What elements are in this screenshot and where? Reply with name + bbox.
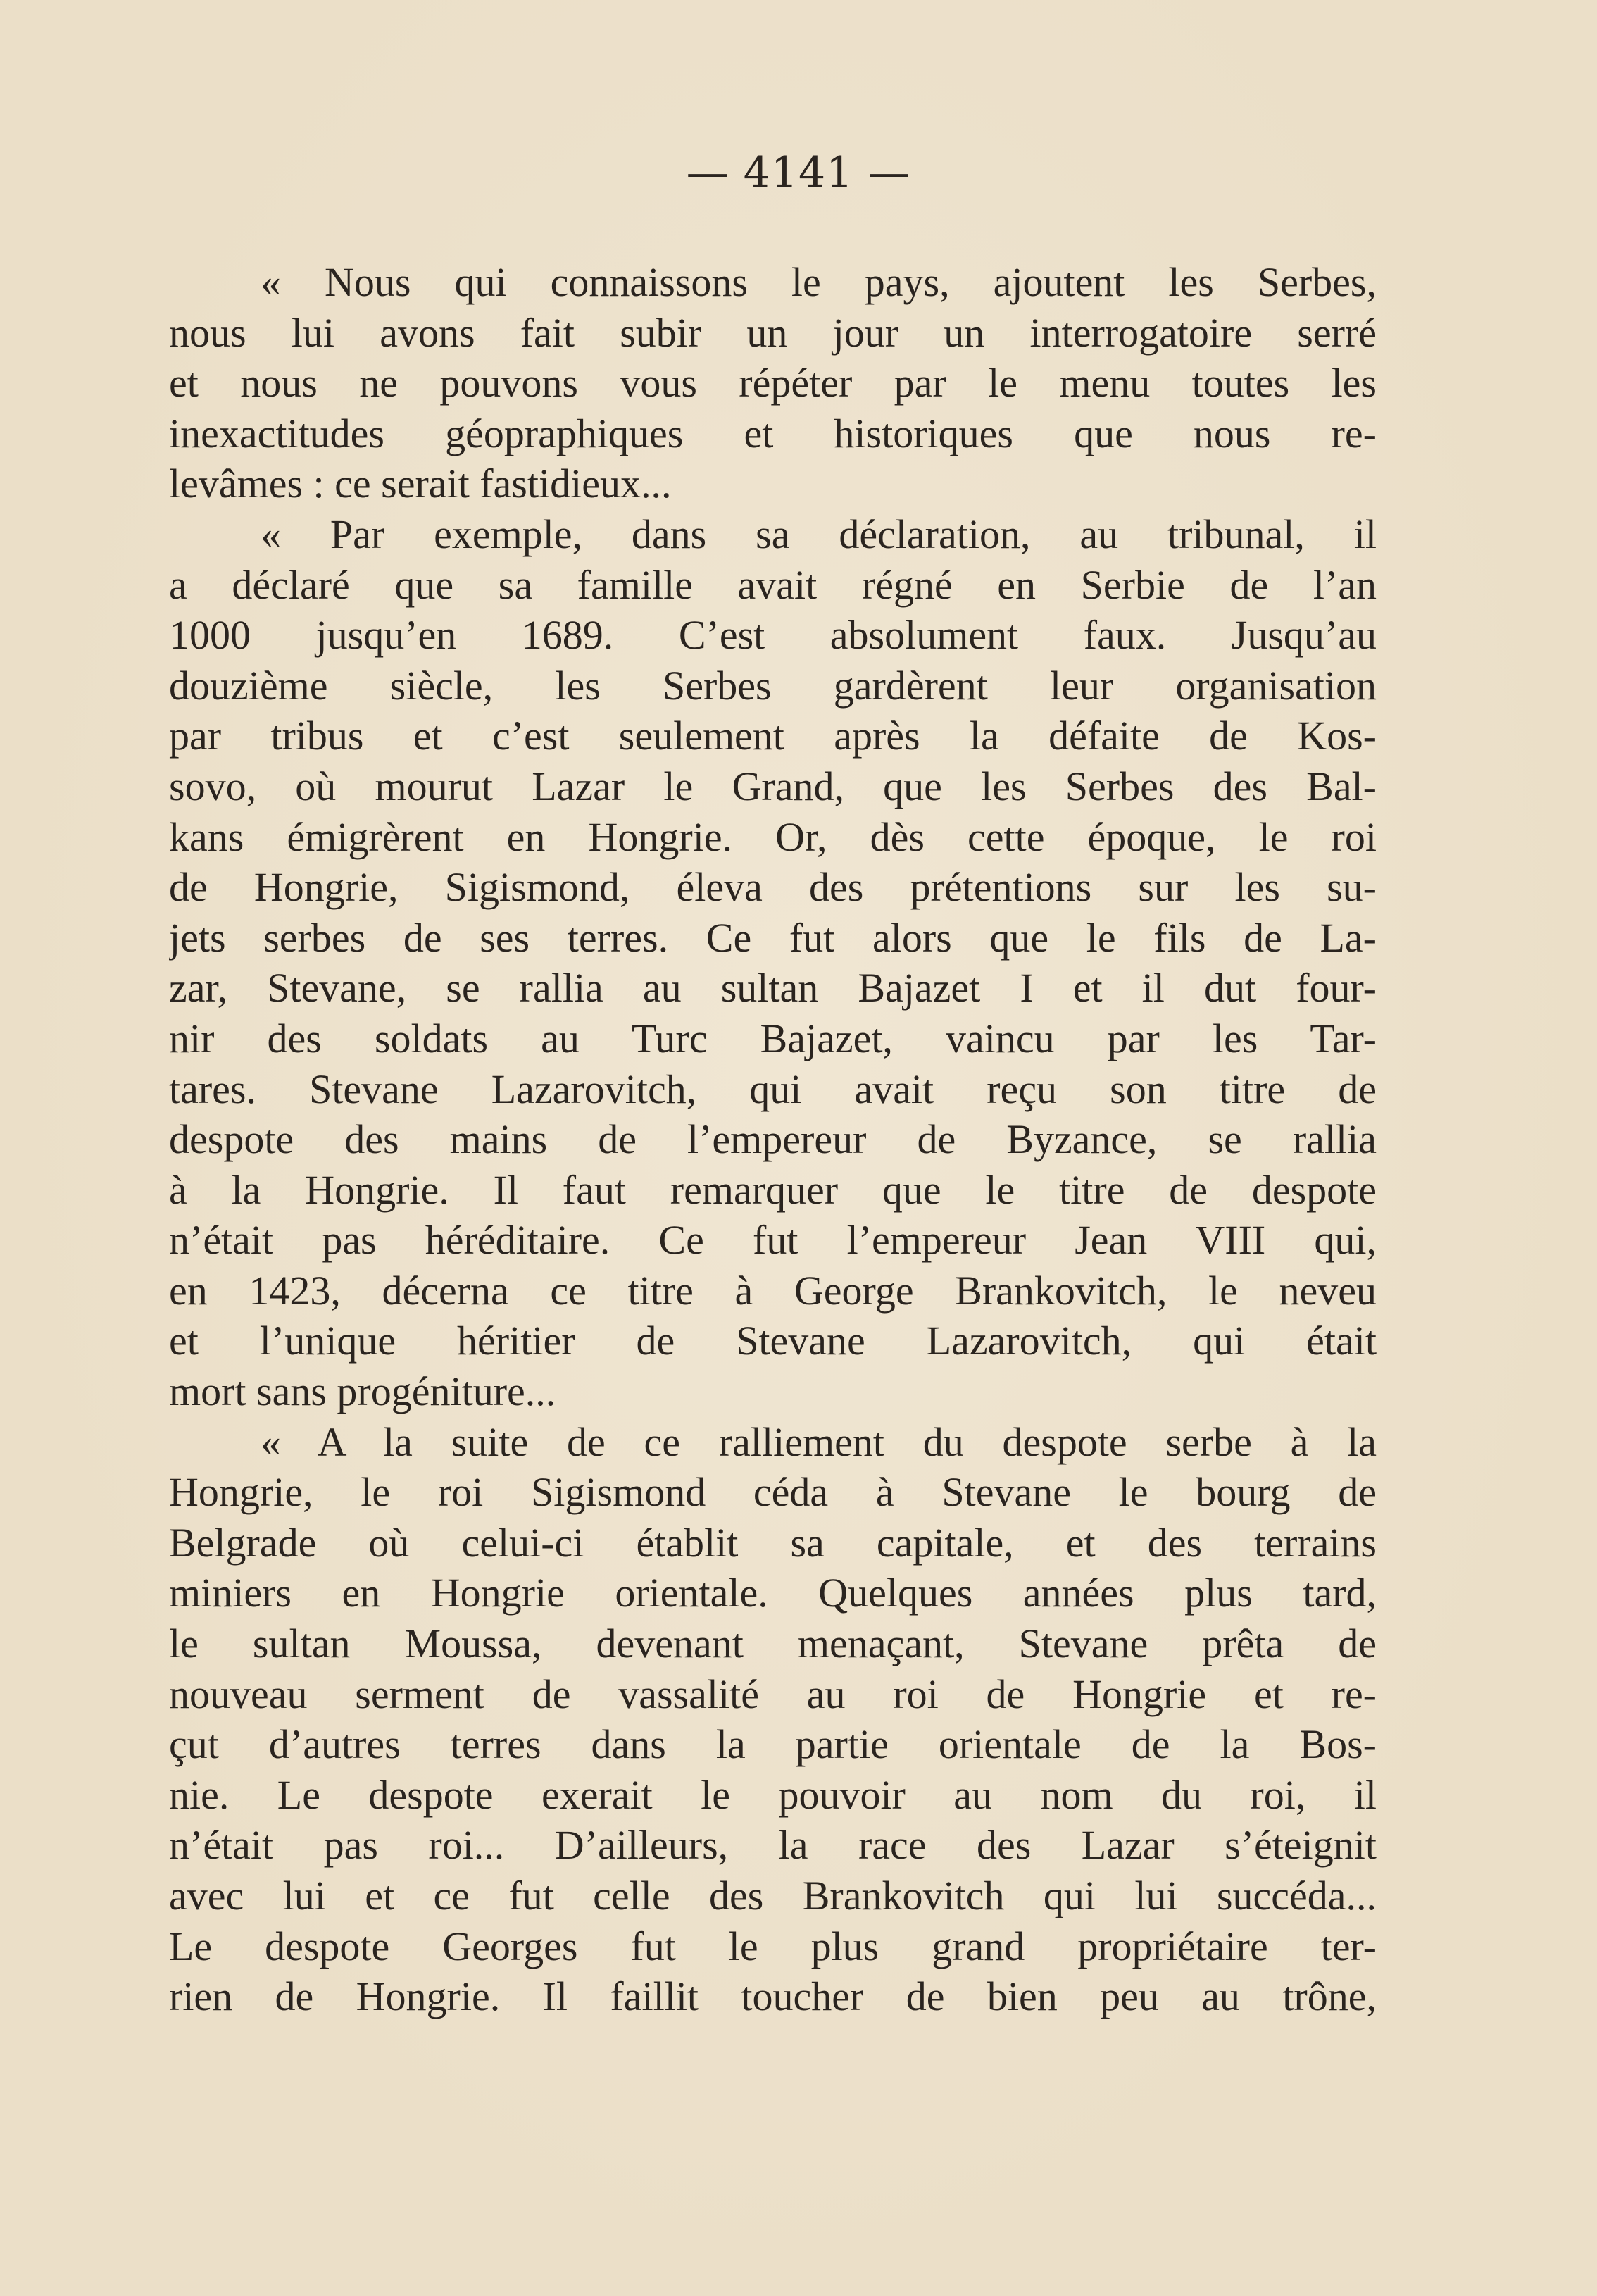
text-line: de Hongrie, Sigismond, éleva des prétentions sur les su-	[169, 864, 1377, 911]
text-line: nir des soldats au Turc Bajazet, vaincu par les Tar-	[169, 1015, 1377, 1061]
text-line: kans émigrèrent en Hongrie. Or, dès cette époque, le roi	[169, 813, 1377, 860]
body-text	[169, 257, 1377, 2022]
text-line: nie. Le despote exerait le pouvoir au nom du roi, il	[169, 1771, 1377, 1818]
text-line: « A la suite de ce ralliement du despote serbe à la	[261, 1418, 1377, 1465]
text-line: « Nous qui connaissons le pays, ajoutent les Serbes,	[261, 259, 1377, 305]
text-line: levâmes : ce serait fastidieux...	[169, 461, 672, 507]
text-line: tares. Stevane Lazarovitch, qui avait reçu son titre de	[169, 1066, 1377, 1112]
page-number: — 4141 —	[686, 148, 911, 197]
text-line: rien de Hongrie. Il faillit toucher de bien peu au trône,	[169, 1973, 1377, 2020]
text-line: à la Hongrie. Il faut remarquer que le titre de despote	[169, 1166, 1377, 1213]
text-line: despote des mains de l’empereur de Byzance, se rallia	[169, 1116, 1377, 1163]
text-line: « Par exemple, dans sa déclaration, au tribunal, il	[261, 511, 1377, 557]
text-line: n’était pas héréditaire. Ce fut l’empereur Jean VIII qui,	[169, 1217, 1377, 1264]
text-line: Belgrade où celui-ci établit sa capitale, et des terrains	[169, 1519, 1377, 1566]
text-line: n’était pas roi... D’ailleurs, la race des Lazar s’éteignit	[169, 1822, 1377, 1868]
text-line: zar, Stevane, se rallia au sultan Bajazet I et il dut four-	[169, 965, 1377, 1011]
text-line: çut d’autres terres dans la partie orientale de la Bos-	[169, 1721, 1377, 1768]
text-line: et l’unique héritier de Stevane Lazarovitch, qui était	[169, 1318, 1377, 1364]
text-line: jets serbes de ses terres. Ce fut alors que le fils de La-	[169, 914, 1377, 961]
text-line: Le despote Georges fut le plus grand propriétaire ter-	[169, 1923, 1377, 1969]
text-line: nouveau serment de vassalité au roi de Hongrie et re-	[169, 1671, 1377, 1717]
text-line: inexactitudes géopraphiques et historiques que nous re-	[169, 410, 1377, 456]
text-line: et nous ne pouvons vous répéter par le menu toutes les	[169, 360, 1377, 406]
text-line: en 1423, décerna ce titre à George Brankovitch, le neveu	[169, 1267, 1377, 1314]
text-line: par tribus et c’est seulement après la défaite de Kos-	[169, 713, 1377, 759]
text-line: sovo, où mourut Lazar le Grand, que les Serbes des Bal-	[169, 763, 1377, 809]
text-line: miniers en Hongrie orientale. Quelques années plus tard,	[169, 1570, 1377, 1616]
text-line: douzième siècle, les Serbes gardèrent leur organisation	[169, 662, 1377, 709]
text-line: Hongrie, le roi Sigismond céda à Stevane le bourg de	[169, 1469, 1377, 1516]
text-line: le sultan Moussa, devenant menaçant, Stevane prêta de	[169, 1621, 1377, 1667]
text-line: nous lui avons fait subir un jour un interrogatoire serré	[169, 309, 1377, 356]
text-line: a déclaré que sa famille avait régné en Serbie de l’an	[169, 561, 1377, 608]
text-line: 1000 jusqu’en 1689. C’est absolument faux. Jusqu’au	[169, 612, 1377, 659]
text-line: mort sans progéniture...	[169, 1368, 556, 1415]
text-line: avec lui et ce fut celle des Brankovitch qui lui succéda...	[169, 1873, 1377, 1918]
